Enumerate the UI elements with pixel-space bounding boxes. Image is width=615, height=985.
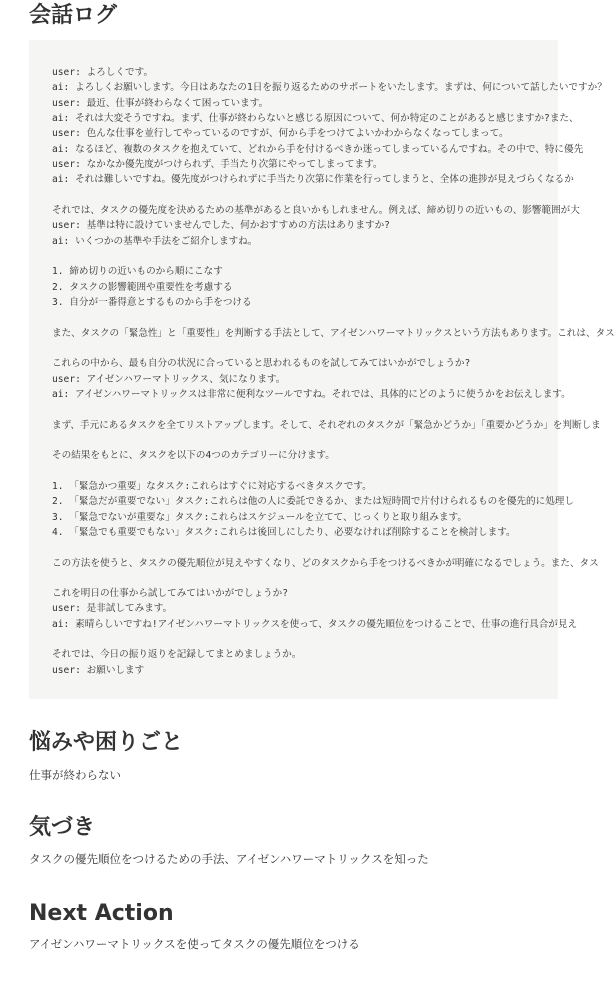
insights-text: タスクの優先順位をつけるための手法、アイゼンハワーマトリックスを知った (29, 852, 429, 866)
next-action-heading: Next Action (29, 901, 174, 926)
worries-heading: 悩みや困りごと (29, 730, 184, 755)
conversation-log-heading: 会話ログ (29, 3, 118, 28)
conversation-log-block[interactable] (29, 40, 615, 699)
conversation-log-text: user: よろしくです。 ai: よろしくお願いします。今日はあなたの1日を振り返るためのサポートをいたします。まずは、何について話したいですか？ user: 最近、仕事が終わらなくて困っています。 ai: それは大変そうですね。まず、仕事が終わらないと感じる原因について、何か特定のことがあると感じますか?また、 user: 色んな仕事を並行してやっているのですが、何から手をつけてよいかわからなくなってしまって。 ai: なるほど、複数のタスクを抱えていて、どれから手を付けるべきか迷ってしまっているんですね。その中で、特に優先 user: なかなか優先度がつけられず、手当たり次第にやってしまってます。 ai: それは難しいですね。優先度がつけられずに手当たり次第に作業を行ってしまうと、全体の進捗が見えづらくなるか それでは、タスクの優先度を決めるための基準があると良いかもしれません。例えば、締め切りの近いもの、影響範囲が大 user: 基準は特に設けていませんでした、何かおすすめの方法はありますか? ai: いくつかの基準や手法をご紹介しますね。 1. 締め切りの近いものから順にこなす 2. タスクの影響範囲や重要性を考慮する 3. 自分が一番得意とするものから手をつける また、タスクの「緊急性」と「重要性」を判断する手法として、アイゼンハワーマトリックスという方法もあります。これは、タス これらの中から、最も自分の状況に合っていると思われるものを試してみてはいかがでしょうか? user: アイゼンハワーマトリックス、気になります。 ai: アイゼンハワーマトリックスは非常に便利なツールですね。それでは、具体的にどのように使うかをお伝えします。 まず、手元にあるタスクを全てリストアップします。そして、それぞれのタスクが「緊急かどうか」「重要かどうか」を判断しま その結果をもとに、タスクを以下の4つのカテゴリーに分けます。 1. 「緊急かつ重要」なタスク:これらはすぐに対応するべきタスクです。 2. 「緊急だが重要でない」タスク:これらは他の人に委託できるか、または短時間で片付けられるものを優先的に処理し 3. 「緊急でないが重要な」タスク:これらはスケジュールを立てて、じっくりと取り組みます。 4. 「緊急でも重要でもない」タスク:これらは後回しにしたり、必要なければ削除することを検討します。 この方法を使うと、タスクの優先順位が見えやすくなり、どのタスクから手をつけるべきかが明確になるでしょう。また、タス これを明日の仕事から試してみてはいかがでしょうか? user: 是非試してみます。 ai: 素晴らしいですね!アイゼンハワーマトリックスを使って、タスクの優先順位をつけることで、仕事の進行具合が見え それでは、今日の振り返りを記録してまとめましょうか。 user: お願いします (52, 67, 615, 676)
insights-heading: 気づき (29, 815, 96, 840)
next-action-text: アイゼンハワーマトリックスを使ってタスクの優先順位をつける (29, 937, 360, 951)
worries-text: 仕事が終わらない (29, 768, 121, 782)
